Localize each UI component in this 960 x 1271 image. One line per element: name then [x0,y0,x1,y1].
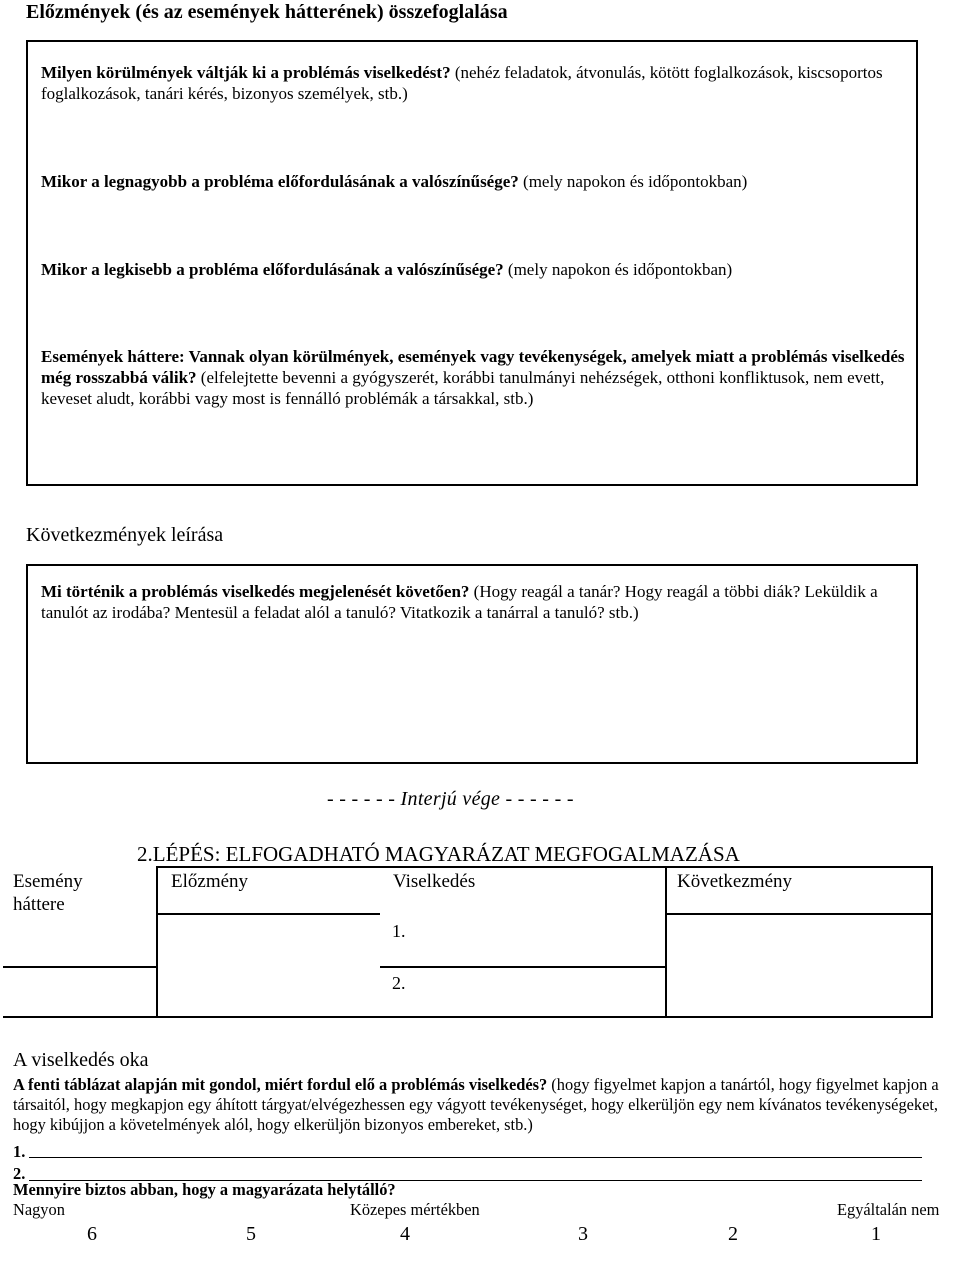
question-consequences [41,581,911,623]
question-triggers [41,62,911,104]
question-most-likely [41,171,911,192]
interview-end-marker: - - - - - - Interjú vége - - - - - - [327,788,574,810]
row-label-line2: háttere [13,894,65,915]
question-triggers-bold: Milyen körülmények váltják ki a problémás viselkedést? [41,63,451,82]
hypothesis-table [3,866,933,1018]
confidence-label-low: Egyáltalán nem [837,1200,940,1219]
question-reason-hint: (hogy figyelmet kapjon a tanártól, hogy figyelmet kapjon a társaitól, hogy megkapjon egy áhított tárgyat/elvégezhessen egy vágyott tevékenységet, hogy elkerüljön egy nem kívánatos tevékenységeket, hogy kibújjon a követelmények alól, hogy elkerüljön bizonyos embereket, stb.) [13,1075,939,1134]
scale-option[interactable]: 4 [400,1223,410,1245]
question-reason [13,1075,958,1135]
row-label-setting-events [13,870,83,916]
question-setting-events-bold: Események háttere: Vannak olyan körülmények, események vagy tevékenységek, amelyek miatt a problémás viselkedés még rosszabbá válik? [41,347,905,387]
answer-label-1: 1. [13,1142,26,1161]
scale-option[interactable]: 3 [578,1223,588,1245]
row-label-line1: Esemény [13,871,83,892]
scale-option[interactable]: 2 [728,1223,738,1245]
question-triggers-hint: (nehéz feladatok, átvonulás, kötött foglalkozások, kiscsoportos foglalkozások, tanári kérés, bizonyos személyek, stb.) [41,63,883,103]
question-reason-bold: A fenti táblázat alapján mit gondol, miért fordul elő a problémás viselkedés? [13,1075,548,1094]
question-setting-events [41,346,911,409]
section-title-reason: A viselkedés oka [13,1049,149,1071]
column-header-antecedent: Előzmény [171,871,249,892]
question-consequences-hint: (Hogy reagál a tanár? Hogy reagál a többi diák? Leküldik a tanulót az irodába? Mentesül a feladat alól a tanuló? Vitatkozik a tanárral a tanuló? stb.) [41,582,878,622]
column-header-consequence: Következmény [677,871,793,892]
question-least-likely [41,259,911,280]
confidence-scale [0,1222,960,1248]
step2-title: 2.LÉPÉS: ELFOGADHATÓ MAGYARÁZAT MEGFOGALMAZÁSA [137,842,740,866]
question-most-likely-hint: (mely napokon és időpontokban) [518,172,748,191]
question-most-likely-bold: Mikor a legnagyobb a probléma előfordulásának a valószínűsége? [41,172,519,191]
confidence-label-high: Nagyon [13,1200,65,1219]
question-least-likely-bold: Mikor a legkisebb a probléma előfordulásának a valószínűsége? [41,260,504,279]
column-header-behavior: Viselkedés [393,871,476,892]
question-least-likely-hint: (mely napokon és időpontokban) [503,260,733,279]
confidence-label-mid: Közepes mértékben [350,1200,480,1219]
question-setting-events-hint: (elfelejtette bevenni a gyógyszerét, korábbi tanulmányi nehézségek, otthoni konfliktusok, nem evett, keveset aludt, korábbi vagy most is fennálló problémák a társakkal, stb.) [41,368,885,408]
section-title-consequences: Következmények leírása [26,524,224,546]
scale-option[interactable]: 5 [246,1223,256,1245]
behavior-item-1[interactable]: 1. [392,921,406,941]
answer-label-2: 2. [13,1164,26,1183]
section-title-antecedents: Előzmények (és az események hátterének) összefoglalása [26,1,508,23]
scale-option[interactable]: 1 [871,1223,881,1245]
question-consequences-bold: Mi történik a problémás viselkedés megjelenését követően? [41,582,470,601]
confidence-question: Mennyire biztos abban, hogy a magyarázata helytálló? [13,1180,396,1199]
answer-line-1[interactable] [29,1157,922,1158]
scale-option[interactable]: 6 [87,1223,97,1245]
behavior-item-2[interactable]: 2. [392,973,406,993]
